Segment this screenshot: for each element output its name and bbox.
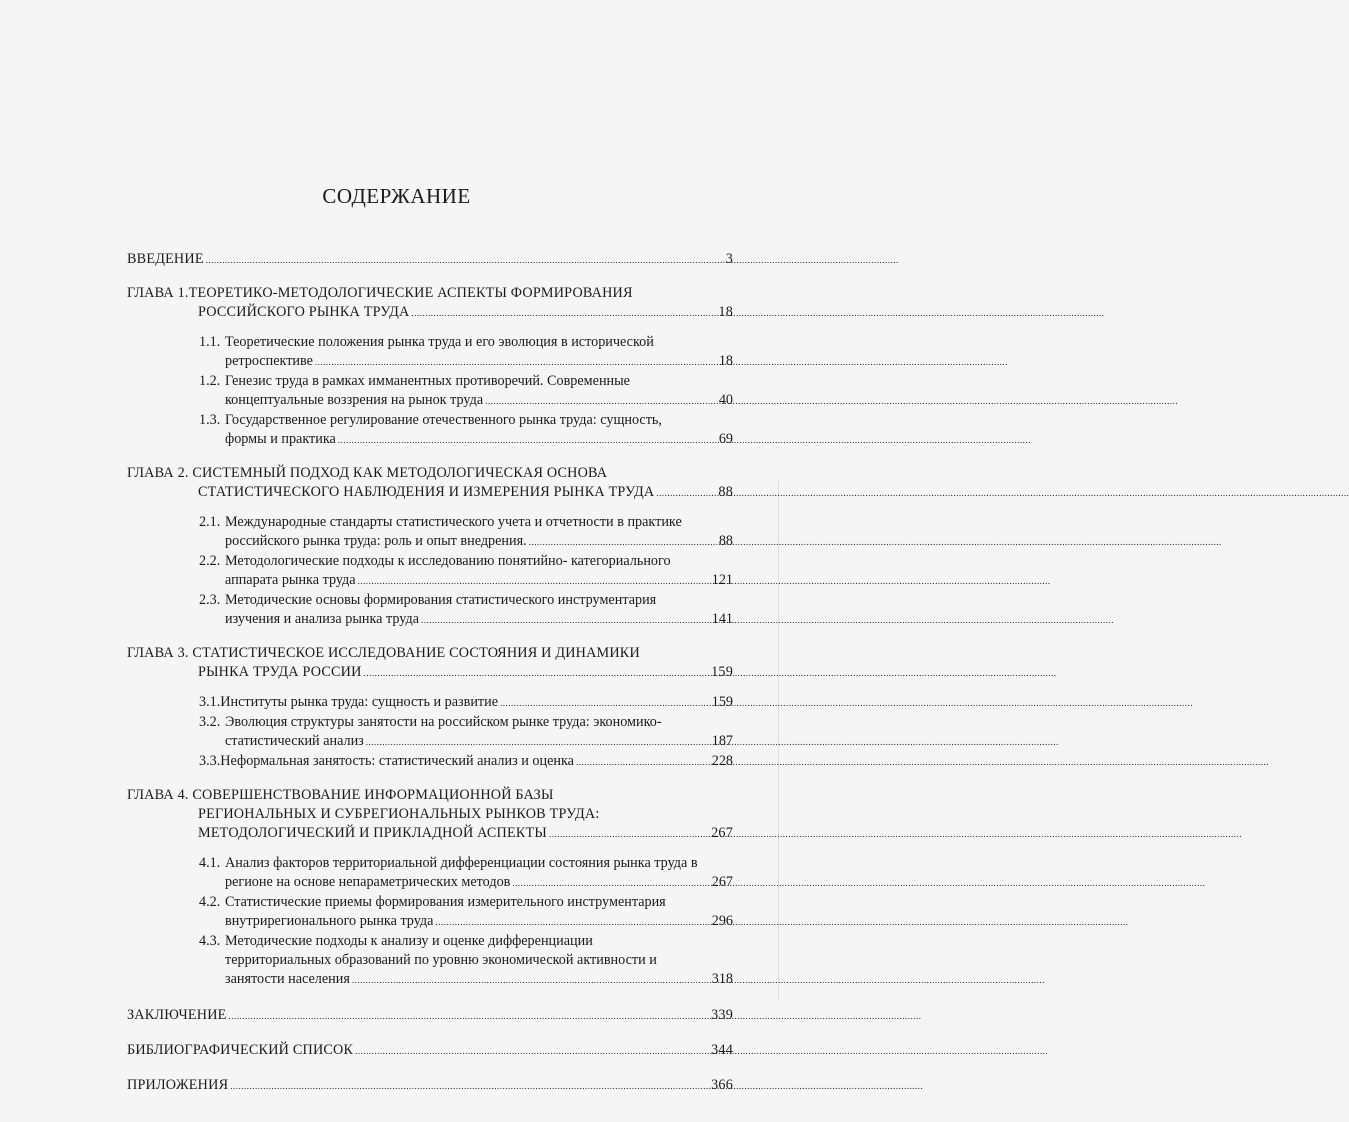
toc-section-1-3[interactable] bbox=[127, 411, 733, 450]
section-title-line: Государственное регулирование отечественного рынка труда: сущность, bbox=[225, 412, 662, 428]
toc-section-4-3[interactable] bbox=[127, 932, 733, 990]
section-number: 4.3. bbox=[199, 933, 221, 949]
toc-entry-label: ВВЕДЕНИЕ bbox=[127, 251, 204, 267]
toc-entry-bibliography[interactable] bbox=[127, 1041, 733, 1061]
toc-section-3-2[interactable] bbox=[127, 713, 733, 752]
dot-leader bbox=[358, 572, 710, 591]
toc-section-2-1[interactable] bbox=[127, 513, 733, 552]
section-title-line: российского рынка труда: роль и опыт внедрения. bbox=[225, 533, 527, 549]
section-number: 2.2. bbox=[199, 553, 221, 569]
toc-section-3-3[interactable] bbox=[127, 752, 733, 772]
dot-leader bbox=[576, 753, 710, 772]
dot-leader bbox=[352, 971, 710, 990]
dot-leader bbox=[512, 874, 709, 893]
section-number: 4.1. bbox=[199, 855, 221, 871]
section-number: 3.1. bbox=[199, 694, 221, 710]
chapter-heading-line: РЕГИОНАЛЬНЫХ И СУБРЕГИОНАЛЬНЫХ РЫНКОВ ТРУДА: bbox=[198, 806, 600, 822]
toc-page-number: 88 bbox=[718, 484, 733, 500]
chapter-heading-line: ГЛАВА 2. СИСТЕМНЫЙ ПОДХОД КАК МЕТОДОЛОГИЧЕСКАЯ ОСНОВА bbox=[127, 465, 608, 481]
toc-entry-conclusion[interactable] bbox=[127, 1006, 733, 1026]
section-title-line: Международные стандарты статистического учета и отчетности в практике bbox=[225, 514, 682, 530]
section-title-line: регионе на основе непараметрических методов bbox=[225, 874, 511, 890]
toc-section-2-3[interactable] bbox=[127, 591, 733, 630]
section-title-line: Статистические приемы формирования измерительного инструментария bbox=[225, 894, 666, 910]
section-title-line: Теоретические положения рынка труда и его эволюция в исторической bbox=[225, 334, 654, 350]
toc-page-number: 141 bbox=[711, 611, 733, 627]
toc-page-number: 159 bbox=[711, 694, 733, 710]
section-number: 1.2. bbox=[199, 373, 221, 389]
toc-chapter-4[interactable] bbox=[127, 786, 733, 844]
dot-leader bbox=[411, 304, 716, 323]
section-title-line: Эволюция структуры занятости на российском рынке труда: экономико- bbox=[225, 714, 662, 730]
toc-page-number: 318 bbox=[711, 971, 733, 987]
toc-page-number: 267 bbox=[711, 874, 733, 890]
toc-page-number: 267 bbox=[711, 825, 733, 841]
chapter-heading-line: МЕТОДОЛОГИЧЕСКИЙ И ПРИКЛАДНОЙ АСПЕКТЫ bbox=[198, 825, 547, 841]
section-title-line: формы и практика bbox=[225, 431, 336, 447]
section-title-line: Генезис труда в рамках имманентных противоречий. Современные bbox=[225, 373, 630, 389]
toc-page-number: 187 bbox=[711, 733, 733, 749]
section-title-line: занятости населения bbox=[225, 971, 350, 987]
dot-leader bbox=[338, 431, 717, 450]
toc-chapter-3[interactable] bbox=[127, 644, 733, 683]
section-number: 4.2. bbox=[199, 894, 221, 910]
toc-page-number: 159 bbox=[711, 664, 733, 680]
section-number: 3.3. bbox=[199, 753, 221, 769]
dot-leader bbox=[549, 825, 709, 844]
dot-leader bbox=[435, 913, 709, 932]
section-title-line: ретроспективе bbox=[225, 353, 313, 369]
section-title-line: изучения и анализа рынка труда bbox=[225, 611, 419, 627]
section-title-line: Анализ факторов территориальной дифференциации состояния рынка труда в bbox=[225, 855, 698, 871]
dot-leader bbox=[366, 733, 710, 752]
toc-section-3-1[interactable] bbox=[127, 693, 733, 713]
toc-entry-label: ЗАКЛЮЧЕНИЕ bbox=[127, 1007, 227, 1023]
section-title-line: аппарата рынка труда bbox=[225, 572, 356, 588]
toc-page-number: 228 bbox=[711, 753, 733, 769]
table-of-contents bbox=[127, 250, 733, 1096]
dot-leader bbox=[656, 484, 716, 503]
dot-leader bbox=[230, 1077, 709, 1096]
section-title-line: концептуальные воззрения на рынок труда bbox=[225, 392, 484, 408]
page-title: СОДЕРЖАНИЕ bbox=[322, 184, 471, 208]
toc-section-4-2[interactable] bbox=[127, 893, 733, 932]
toc-section-2-2[interactable] bbox=[127, 552, 733, 591]
dot-leader bbox=[315, 353, 717, 372]
section-number: 1.1. bbox=[199, 334, 221, 350]
chapter-heading-line: РОССИЙСКОГО РЫНКА ТРУДА bbox=[198, 304, 410, 320]
section-title-line: внутрирегионального рынка труда bbox=[225, 913, 434, 929]
section-title-line: территориальных образований по уровню экономической активности и bbox=[225, 952, 657, 968]
section-number: 3.2. bbox=[199, 714, 221, 730]
toc-page-number: 18 bbox=[718, 353, 733, 369]
toc-entry-intro[interactable] bbox=[127, 250, 733, 270]
section-title-line: Неформальная занятость: статистический анализ и оценка bbox=[220, 753, 574, 769]
toc-page-number: 3 bbox=[725, 251, 733, 267]
dot-leader bbox=[364, 664, 710, 683]
toc-page-number: 366 bbox=[711, 1077, 733, 1093]
toc-chapter-1[interactable] bbox=[127, 284, 733, 323]
toc-chapter-2[interactable] bbox=[127, 464, 733, 503]
dot-leader bbox=[206, 251, 724, 270]
chapter-heading-line: ГЛАВА 4. СОВЕРШЕНСТВОВАНИЕ ИНФОРМАЦИОННОЙ БАЗЫ bbox=[127, 787, 554, 803]
section-number: 2.3. bbox=[199, 592, 221, 608]
chapter-heading-line: РЫНКА ТРУДА РОССИИ bbox=[198, 664, 362, 680]
dot-leader bbox=[485, 392, 717, 411]
dot-leader bbox=[229, 1007, 710, 1026]
toc-section-4-1[interactable] bbox=[127, 854, 733, 893]
section-title-line: Методические подходы к анализу и оценке дифференциации bbox=[225, 933, 593, 949]
toc-page-number: 69 bbox=[718, 431, 733, 447]
toc-entry-label: ПРИЛОЖЕНИЯ bbox=[127, 1077, 229, 1093]
chapter-heading-line: ГЛАВА 1.ТЕОРЕТИКО-МЕТОДОЛОГИЧЕСКИЕ АСПЕКТЫ ФОРМИРОВАНИЯ bbox=[127, 285, 633, 301]
dot-leader bbox=[529, 533, 717, 552]
dot-leader bbox=[355, 1042, 709, 1061]
dot-leader bbox=[500, 694, 710, 713]
toc-section-1-2[interactable] bbox=[127, 372, 733, 411]
toc-section-1-1[interactable] bbox=[127, 333, 733, 372]
chapter-heading-line: СТАТИСТИЧЕСКОГО НАБЛЮДЕНИЯ И ИЗМЕРЕНИЯ РЫНКА ТРУДА bbox=[198, 484, 655, 500]
toc-page-number: 88 bbox=[718, 533, 733, 549]
section-number: 2.1. bbox=[199, 514, 221, 530]
toc-page-number: 121 bbox=[711, 572, 733, 588]
toc-page-number: 339 bbox=[711, 1007, 733, 1023]
toc-page-number: 18 bbox=[718, 304, 733, 320]
toc-entry-label: БИБЛИОГРАФИЧЕСКИЙ СПИСОК bbox=[127, 1042, 354, 1058]
dot-leader bbox=[421, 611, 710, 630]
toc-page-number: 40 bbox=[718, 392, 733, 408]
chapter-heading-line: ГЛАВА 3. СТАТИСТИЧЕСКОЕ ИССЛЕДОВАНИЕ СОСТОЯНИЯ И ДИНАМИКИ bbox=[127, 645, 640, 661]
section-title-line: Методологические подходы к исследованию понятийно- категориального bbox=[225, 553, 671, 569]
section-title-line: Институты рынка труда: сущность и развитие bbox=[220, 694, 499, 710]
section-number: 1.3. bbox=[199, 412, 221, 428]
toc-page-number: 296 bbox=[711, 913, 733, 929]
section-title-line: статистический анализ bbox=[225, 733, 364, 749]
toc-entry-appendices[interactable] bbox=[127, 1076, 733, 1096]
toc-page-number: 344 bbox=[711, 1042, 733, 1058]
section-title-line: Методические основы формирования статистического инструментария bbox=[225, 592, 657, 608]
